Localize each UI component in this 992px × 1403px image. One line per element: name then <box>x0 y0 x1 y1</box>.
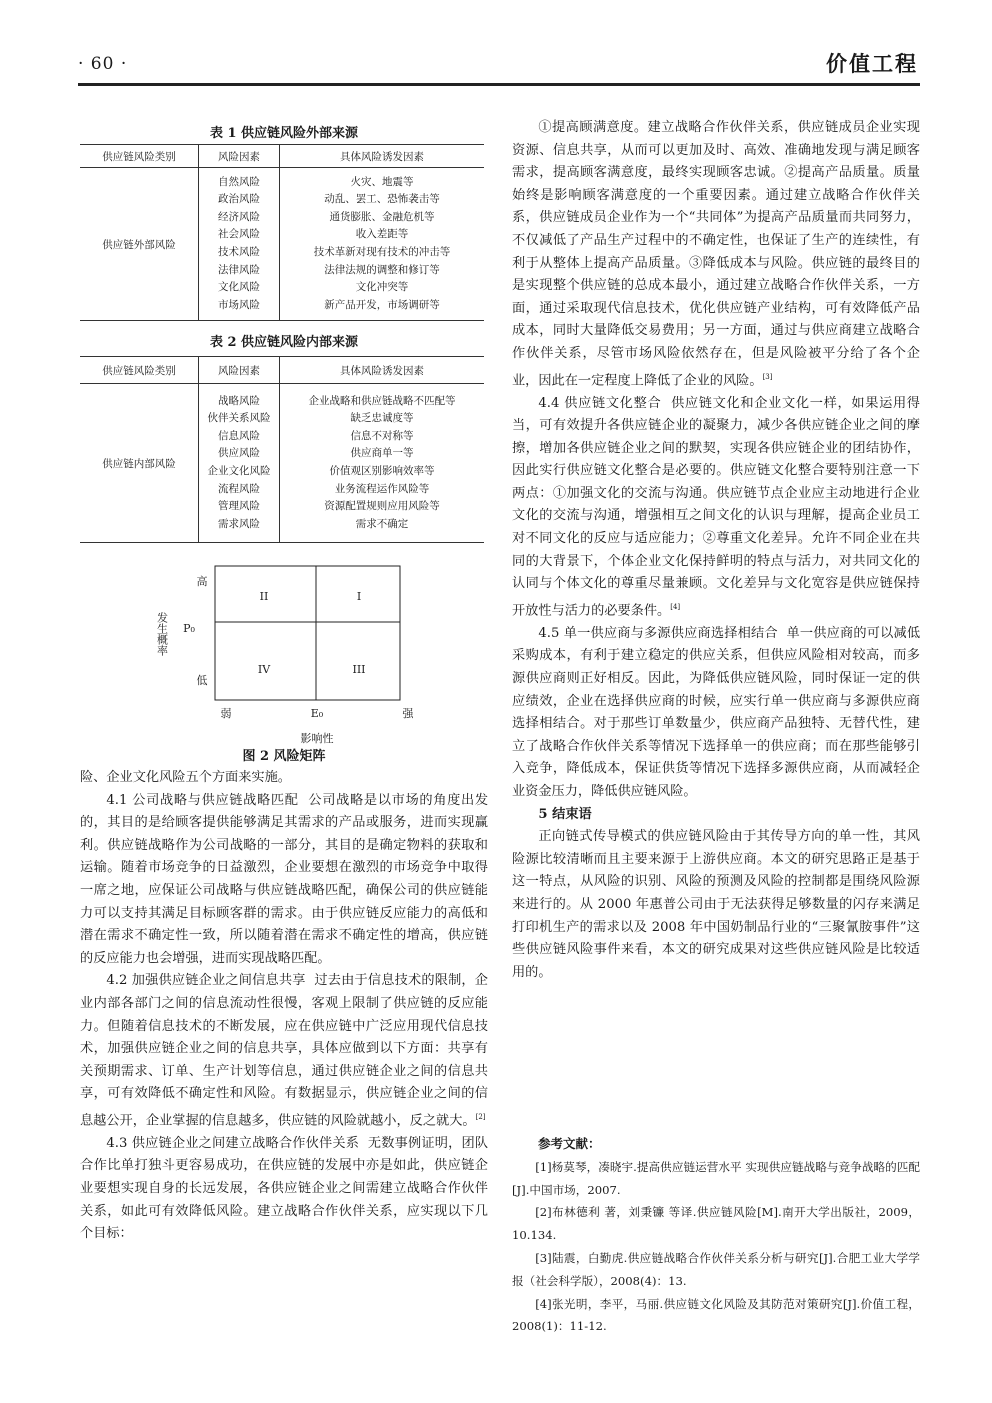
x-mid-label: E₀ <box>310 707 324 720</box>
figure2-caption: 图 2 风险矩阵 <box>242 749 326 764</box>
table2-factor: 管理风险 <box>218 500 260 513</box>
table2-cause: 缺乏忠诚度等 <box>350 412 414 425</box>
table1-caption: 表 1 供应链风险外部来源 <box>209 126 359 141</box>
table1-factor: 法律风险 <box>218 263 260 276</box>
y-axis-title: 发生概率 <box>155 612 169 656</box>
table1-factor: 文化风险 <box>218 281 260 294</box>
header-rule <box>78 83 920 86</box>
table1-cause: 通货膨胀、金融危机等 <box>329 210 435 223</box>
table2-cause: 企业战略和供应链战略不匹配等 <box>308 394 456 407</box>
table2-factor: 需求风险 <box>218 517 260 530</box>
x-axis-title: 影响性 <box>300 732 334 745</box>
table1-cause: 技术革新对现有技术的冲击等 <box>313 246 451 258</box>
table2-header-category: 供应链风险类别 <box>80 357 199 384</box>
table1 <box>80 144 484 321</box>
section-5-heading: 5 结束语 <box>538 806 592 822</box>
reference-item: [4]张光明，李平，马丽.供应链文化风险及其防范对策研究[J].价值工程，2008(1)：11-12. <box>512 1296 920 1334</box>
citation: [3] <box>762 372 773 381</box>
citation: [4] <box>670 602 681 611</box>
page-number: · 60 · <box>78 54 128 74</box>
left-column-text <box>80 767 488 1246</box>
y-low-label: 低 <box>196 674 208 687</box>
table2-factors <box>199 384 280 543</box>
table1-factor: 自然风险 <box>218 175 260 188</box>
y-mid-label: P₀ <box>183 622 195 635</box>
paragraph: 供应链文化和企业文化一样，如果运用得当，可有效提升各供应链企业的凝聚力，减少各供应链企业之间的摩擦，增加各供应链企业之间的默契，实现各供应链企业的团结协作，因此实行供应链文化整合是必要的。供应链文化整合要特别注意一下两点：①加强文化的交流与沟通。供应链节点企业应主动地进行企业文化的交流与沟通，增强相互之间文化的认识与理解，提高企业员工对不同文化的反应与适应能力；②尊重文化差异。允许不同企业在共同的大背景下，个体企业文化保持鲜明的特点与活力，对共同文化的认同与个体文化的尊重尽量兼顾。文化差异与文化宽容是供应链保持开放性与活力的必要条件。 <box>512 395 920 619</box>
paragraph: 险、企业文化风险五个方面来实施。 <box>80 770 291 785</box>
section-4-4 <box>512 393 920 623</box>
table1-cause: 法律法规的调整和修订等 <box>324 263 440 276</box>
reference-item: [2]布林德利 著，刘秉镰 等译.供应链风险[M].南开大学出版社，2009，10.134. <box>512 1205 920 1243</box>
y-high-label: 高 <box>196 575 208 588</box>
table2 <box>80 356 484 543</box>
journal-title: 价值工程 <box>826 51 918 76</box>
quadrant-ii: II <box>259 590 269 603</box>
table1-header-cause: 具体风险诱发因素 <box>280 145 485 168</box>
table1-cause: 动乱、罢工、恐怖袭击等 <box>324 193 440 206</box>
table1-factor: 政治风险 <box>218 193 260 206</box>
matrix-box <box>215 566 400 700</box>
references <box>512 1133 920 1338</box>
paragraph: 过去由于信息技术的限制，企业内部各部门之间的信息流动性很慢，客观上限制了供应链的反应能力。但随着信息技术的不断发展，应在供应链中广泛应用现代信息技术，加强供应链企业之间的信息共享，具体应做到以下方面：共享有关预期需求、订单、生产计划等信息，通过供应链企业之间的信息共享，可有效降低不确定性和风险。有数据显示，供应链企业之间的信息越公开，企业掌握的信息越多，供应链的风险就越小，反之就大。 <box>80 973 488 1129</box>
table2-cause: 需求不确定 <box>355 517 409 530</box>
table1-cause: 收入差距等 <box>355 228 409 241</box>
table1-cause: 文化冲突等 <box>355 281 409 294</box>
table2-factor: 企业文化风险 <box>207 465 271 477</box>
x-low-label: 弱 <box>220 707 232 720</box>
table2-cause: 信息不对称等 <box>350 429 414 442</box>
table1-factor: 社会风险 <box>218 228 260 241</box>
paragraph: 公司战略是以市场的角度出发的，其目的是给顾客提供能够满足其需求的产品或服务，进而实现赢利。供应链战略作为公司战略的一部分，其目的是确定物料的获取和运输。随着市场竞争的日益激烈，企业要想在激烈的市场竞争中取得一席之地，应保证公司战略与供应链战略匹配，确保公司的供应链能力可以支持其满足目标顾客群的需求。由于供应链反应能力的高低和潜在需求不确定性一致，所以随着潜在需求不确定性的增高，供应链的反应能力也会增强，进而实现战略匹配。 <box>80 792 489 966</box>
table2-category: 供应链内部风险 <box>80 384 199 543</box>
table2-causes <box>280 384 485 543</box>
reference-item: [1]杨莫琴，凑晓宇.提高供应链运营水平 实现供应链战略与竞争战略的匹配[J].中国市场，2007. <box>512 1159 920 1197</box>
section-heading: 4.3 供应链企业之间建立战略合作伙伴关系 <box>106 1135 360 1151</box>
right-column-text <box>512 117 920 984</box>
table1-cause: 新产品开发，市场调研等 <box>324 298 440 311</box>
table1-factor: 市场风险 <box>218 298 260 311</box>
table2-cause: 价值观区别影响效率等 <box>329 465 435 477</box>
table2-cause: 供应商单一等 <box>350 447 414 460</box>
table2-cause: 资源配置规则应用风险等 <box>324 500 440 513</box>
reference-item: [3]陆震，白勤虎.供应链战略合作伙伴关系分析与研究[J].合肥工业大学学报（社会科学版），2008(4)：13. <box>512 1250 920 1288</box>
table2-factor: 伙伴关系风险 <box>207 412 271 425</box>
paragraph <box>512 117 920 393</box>
quadrant-iii: III <box>352 663 366 676</box>
section-heading: 4.1 公司战略与供应链战略匹配 <box>106 792 299 808</box>
paragraph: 单一供应商的可以减低采购成本，有利于建立稳定的供应关系，但供应风险相对较高，而多源供应商则正好相反。因此，为降低供应链风险，同时保证一定的供应绩效，企业在选择供应商的时候，应实行单一供应商与多源供应商选择相结合。对于那些订单数量少，供应商产品独特、无替代性，建立了战略合作伙伴关系等情况下选择单一的供应商；而在那些能够引入竞争，降低成本，保证供货等情况下选择多源供应商，从而减轻企业资金压力，降低供应链风险。 <box>512 625 921 799</box>
section-heading: 4.2 加强供应链企业之间信息共享 <box>106 973 306 989</box>
section-4-3 <box>80 1133 488 1246</box>
quadrant-iv: IV <box>257 663 271 676</box>
paragraph: 无数事例证明，团队合作比单打独斗更容易成功，在供应链的发展中亦是如此，供应链企业要想实现自身的长远发展，各供应链企业之间需建立战略合作伙伴关系，如此可有效降低风险。建立战略合作伙伴关系，应实现以下几个目标： <box>80 1135 489 1242</box>
table1-factor: 技术风险 <box>218 246 260 258</box>
quadrant-i: I <box>356 590 362 603</box>
x-high-label: 强 <box>402 707 414 720</box>
references-title: 参考文献： <box>538 1136 601 1151</box>
section-4-2 <box>80 970 488 1133</box>
table2-caption: 表 2 供应链风险内部来源 <box>209 335 359 350</box>
table1-factors <box>199 168 280 321</box>
table1-header-factor: 风险因素 <box>199 145 280 168</box>
table2-factor: 流程风险 <box>218 482 260 495</box>
citation: [2] <box>475 1112 486 1121</box>
section-4-1 <box>80 790 488 971</box>
section-4-5 <box>512 623 920 804</box>
table1-cause: 火灾、地震等 <box>350 175 414 188</box>
table1-factor: 经济风险 <box>218 210 260 223</box>
table2-factor: 战略风险 <box>218 394 260 407</box>
table2-header-cause: 具体风险诱发因素 <box>280 357 485 384</box>
table2-factor: 供应风险 <box>218 447 260 460</box>
table2-header-factor: 风险因素 <box>199 357 280 384</box>
table1-category: 供应链外部风险 <box>80 168 199 321</box>
risk-matrix-figure <box>140 560 440 765</box>
table1-header-category: 供应链风险类别 <box>80 145 199 168</box>
paragraph-text: ①提高顾满意度。建立战略合作伙伴关系，供应链成员企业实现资源、信息共享，从而可以更加及时、高效、准确地发现与满足顾客需求，提高顾客满意度，最终实现顾客忠诚。②提高产品质量。质量始终是影响顾客满意度的一个重要因素。通过建立战略合作伙伴关系，供应链成员企业作为一个“共同体”为提高产品质量而共同努力，不仅减低了产品生产过程中的不确定性，也保证了生产的连续性，有利于从整体上提高产品质量。③降低成本与风险。供应链的最终目的是实现整个供应链的总成本最小，通过建立战略合作伙伴关系，一方面，通过采取现代信息技术，优化供应链产业结构，可有效降低产品成本，同时大量降低交易费用；另一方面，通过与供应商建立战略合作伙伴关系，尽管市场风险依然存在，但是风险被平分给了各个企业，因此在一定程度上降低了企业的风险。 <box>512 120 920 388</box>
page-header <box>78 48 920 82</box>
section-heading: 4.5 单一供应商与多源供应商选择相结合 <box>538 625 778 641</box>
section-heading: 4.4 供应链文化整合 <box>538 395 662 411</box>
table2-factor: 信息风险 <box>218 429 260 442</box>
paragraph: 正向链式传导模式的供应链风险由于其传导方向的单一性，其风险源比较清晰而且主要来源于上游供应商。本文的研究思路正是基于这一特点，从风险的识别、风险的预测及风险的控制都是围绕风险源来进行的。从 2000 年惠普公司由于无法获得足够数量的闪存来满足打印机生产的需求以及 2008 年中国奶制品行业的“三聚氰胺事件”这些供应链风险事件来看，本文的研究成果对这些供应链风险是比较适用的。 <box>512 829 920 980</box>
table2-cause: 业务流程运作风险等 <box>334 482 430 495</box>
table1-causes <box>280 168 485 321</box>
